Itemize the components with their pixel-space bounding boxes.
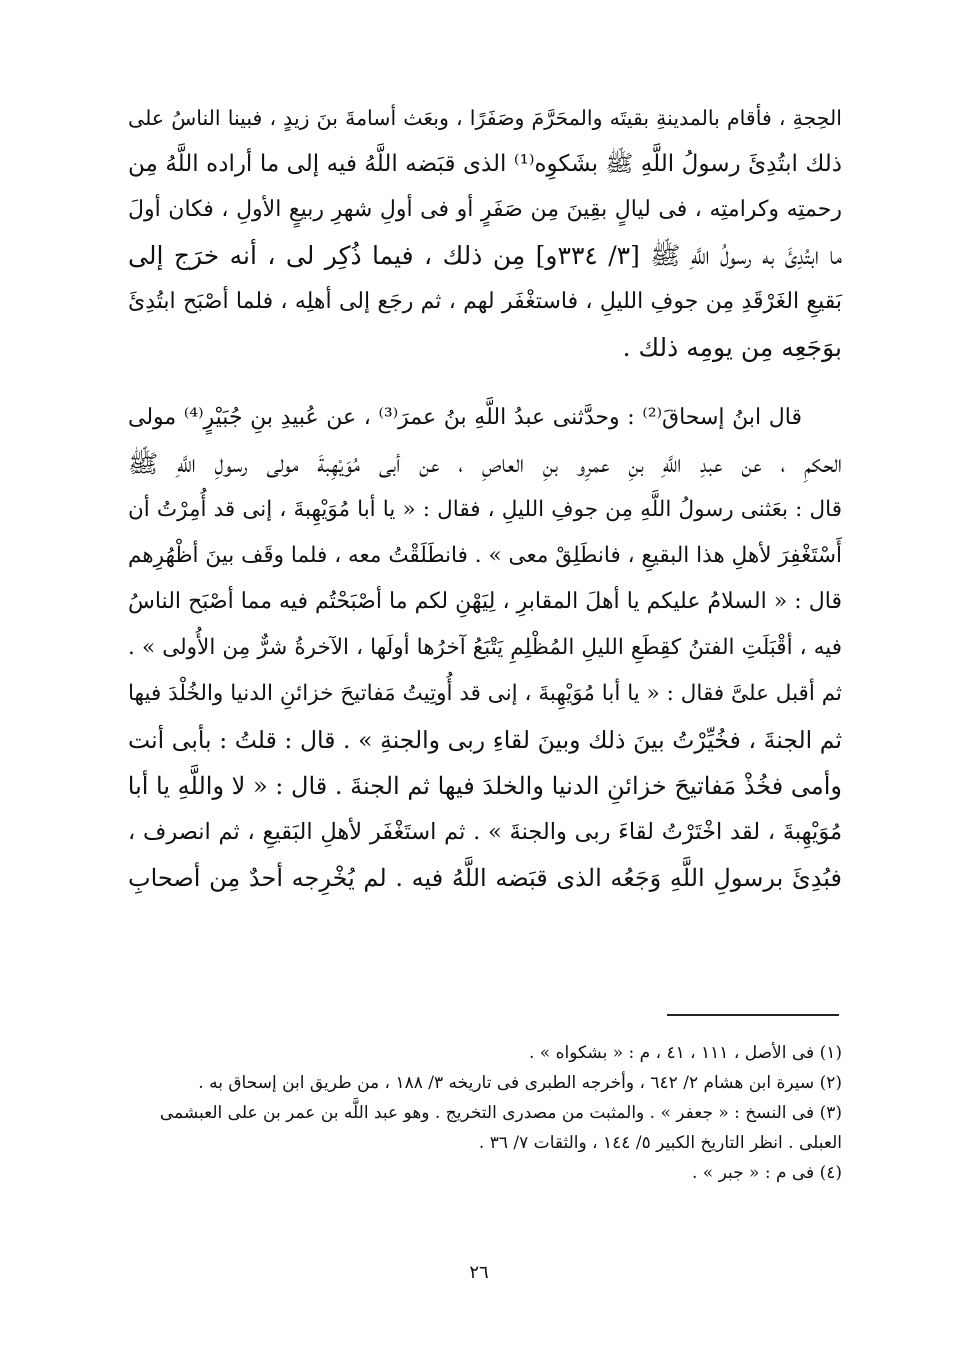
- text-line: الحكمِ ، عن عبدِ اللَّهِ بنِ عمرِو بنِ العاصِ ، عن أبى مُوَيْهِبةَ مولى رسولِ اللَّهِ ﷺ: [128, 449, 842, 478]
- text-line: فيه ، أقْبَلَتِ الفتنُ كقِطَعِ الليلِ المُظْلِمِ يَتْبَعُ آخرُها أولَها ، الآخرةُ شرٌّ مِن الأُولى » .: [128, 635, 842, 660]
- text-line: رحمتِه وكرامتِه ، فى ليالٍ بقِينَ مِن صَفَرٍ أو فى أولِ شهرِ ربيعٍ الأولِ ، فكان أولَ: [128, 197, 842, 222]
- footnote-3: (٣) فى النسخ : « جعفر » . والمثبت من مصدرى التخريج . وهو عبد اللَّه بن عمر بن على العبشمى: [159, 1103, 842, 1123]
- paragraph-1: [128, 95, 842, 371]
- text-line: ذلك ابتُدِئَ رسولُ اللَّهِ ﷺ بشَكوِه⁽¹⁾ الذى قبَضه اللَّهُ فيه إلى ما أراده اللَّهُ مِن: [128, 151, 842, 177]
- footnote-1: (١) فى الأصل ، ١١١ ، ٤١ ، م : « بشكواه » .: [529, 1043, 842, 1063]
- text-line: ثم الجنةَ ، فخُيِّرْتُ بينَ ذلك وبينَ لقاءِ ربى والجنةِ » . قال : قلتُ : بأبى أنت: [128, 726, 842, 754]
- text-line: وأمى فخُذْ مَفاتيحَ خزائنِ الدنيا والخلدَ فيها ثم الجنةَ . قال : « لا واللَّهِ يا أبا: [127, 772, 842, 800]
- text-line: فبُدِئَ برسولِ اللَّهِ وَجَعُه الذى قبَضه اللَّهُ فيه . لم يُخْرِجه أحدٌ مِن أصحابِ: [128, 864, 843, 892]
- text-line: ثم أقبل علىَّ فقال : « يا أبا مُوَيْهِبةَ ، إنى قد أُوتِيتُ مَفاتيحَ خزائنِ الدنيا والخُلْدَ فيها: [128, 681, 842, 706]
- paragraph-2: [128, 395, 842, 901]
- text-line: ما ابتُدِئَ به رسولُ اللَّهِ ﷺ [٣/ ٣٣٤و] مِن ذلك ، فيما ذُكِر لى ، أنه خرَج إلى: [128, 241, 842, 270]
- footnote-3-continuation: العبلى . انظر التاريخ الكبير ٥/ ١٤٤ ، والثقات ٧/ ٣٦ .: [478, 1133, 842, 1153]
- text-line: قال : بعَثنى رسولُ اللَّهِ مِن جوفِ الليلِ ، فقال : « يا أبا مُوَيْهِبةَ ، إنى قد أُمِرْتُ أن: [128, 497, 842, 522]
- footnote-separator: [667, 1014, 839, 1016]
- main-text: [128, 95, 842, 901]
- footnotes: [128, 1038, 842, 1188]
- text-line: مُوَيْهِبةَ ، لقد اخْتَرْتُ لقاءَ ربى والجنةَ » . ثم استَغْفَر لأهلِ البَقيعِ ، ثم انصرف ،: [128, 819, 842, 845]
- text-line: قال ابنُ إسحاقَ⁽²⁾ : وحدَّثنى عبدُ اللَّهِ بنُ عمرَ⁽³⁾ ، عن عُبيدِ بنِ جُبَيْرٍ⁽⁴⁾ مولى: [128, 405, 802, 430]
- footnote-2: (٢) سيرة ابن هشام ٢/ ٦٤٢ ، وأخرجه الطبرى فى تاريخه ٣/ ١٨٨ ، من طريق ابن إسحاق به .: [198, 1073, 842, 1093]
- text-line: الحِجةِ ، فأقام بالمدينةِ بقيتَه والمحَرَّمَ وصَفَرًا ، وبعَث أسامةَ بنَ زيدٍ ، فبينا الناسُ على: [128, 106, 842, 130]
- page-number: ٢٦: [469, 1262, 489, 1283]
- footnote-4: (٤) فى م : « جبر » .: [691, 1163, 842, 1183]
- text-line: أَسْتَغْفِرَ لأهلِ هذا البقيعِ ، فانطَلِقْ معى » . فانطَلَقْتُ معه ، فلما وقَف بينَ أظْهُرِهم: [128, 543, 842, 568]
- text-line: بوَجَعِه مِن يومِه ذلك .: [622, 333, 842, 362]
- text-line: بَقيعِ الغَرْقَدِ مِن جوفِ الليلِ ، فاستغْفَر لهم ، ثم رجَع إلى أهلِه ، فلما أصْبَح ابتُدِئَ: [128, 289, 842, 314]
- text-line: قال : « السلامُ عليكم يا أهلَ المقابرِ ، لِيَهْنِ لكم ما أصْبَحْتُم فيه مما أصْبَح الناسُ: [128, 589, 842, 614]
